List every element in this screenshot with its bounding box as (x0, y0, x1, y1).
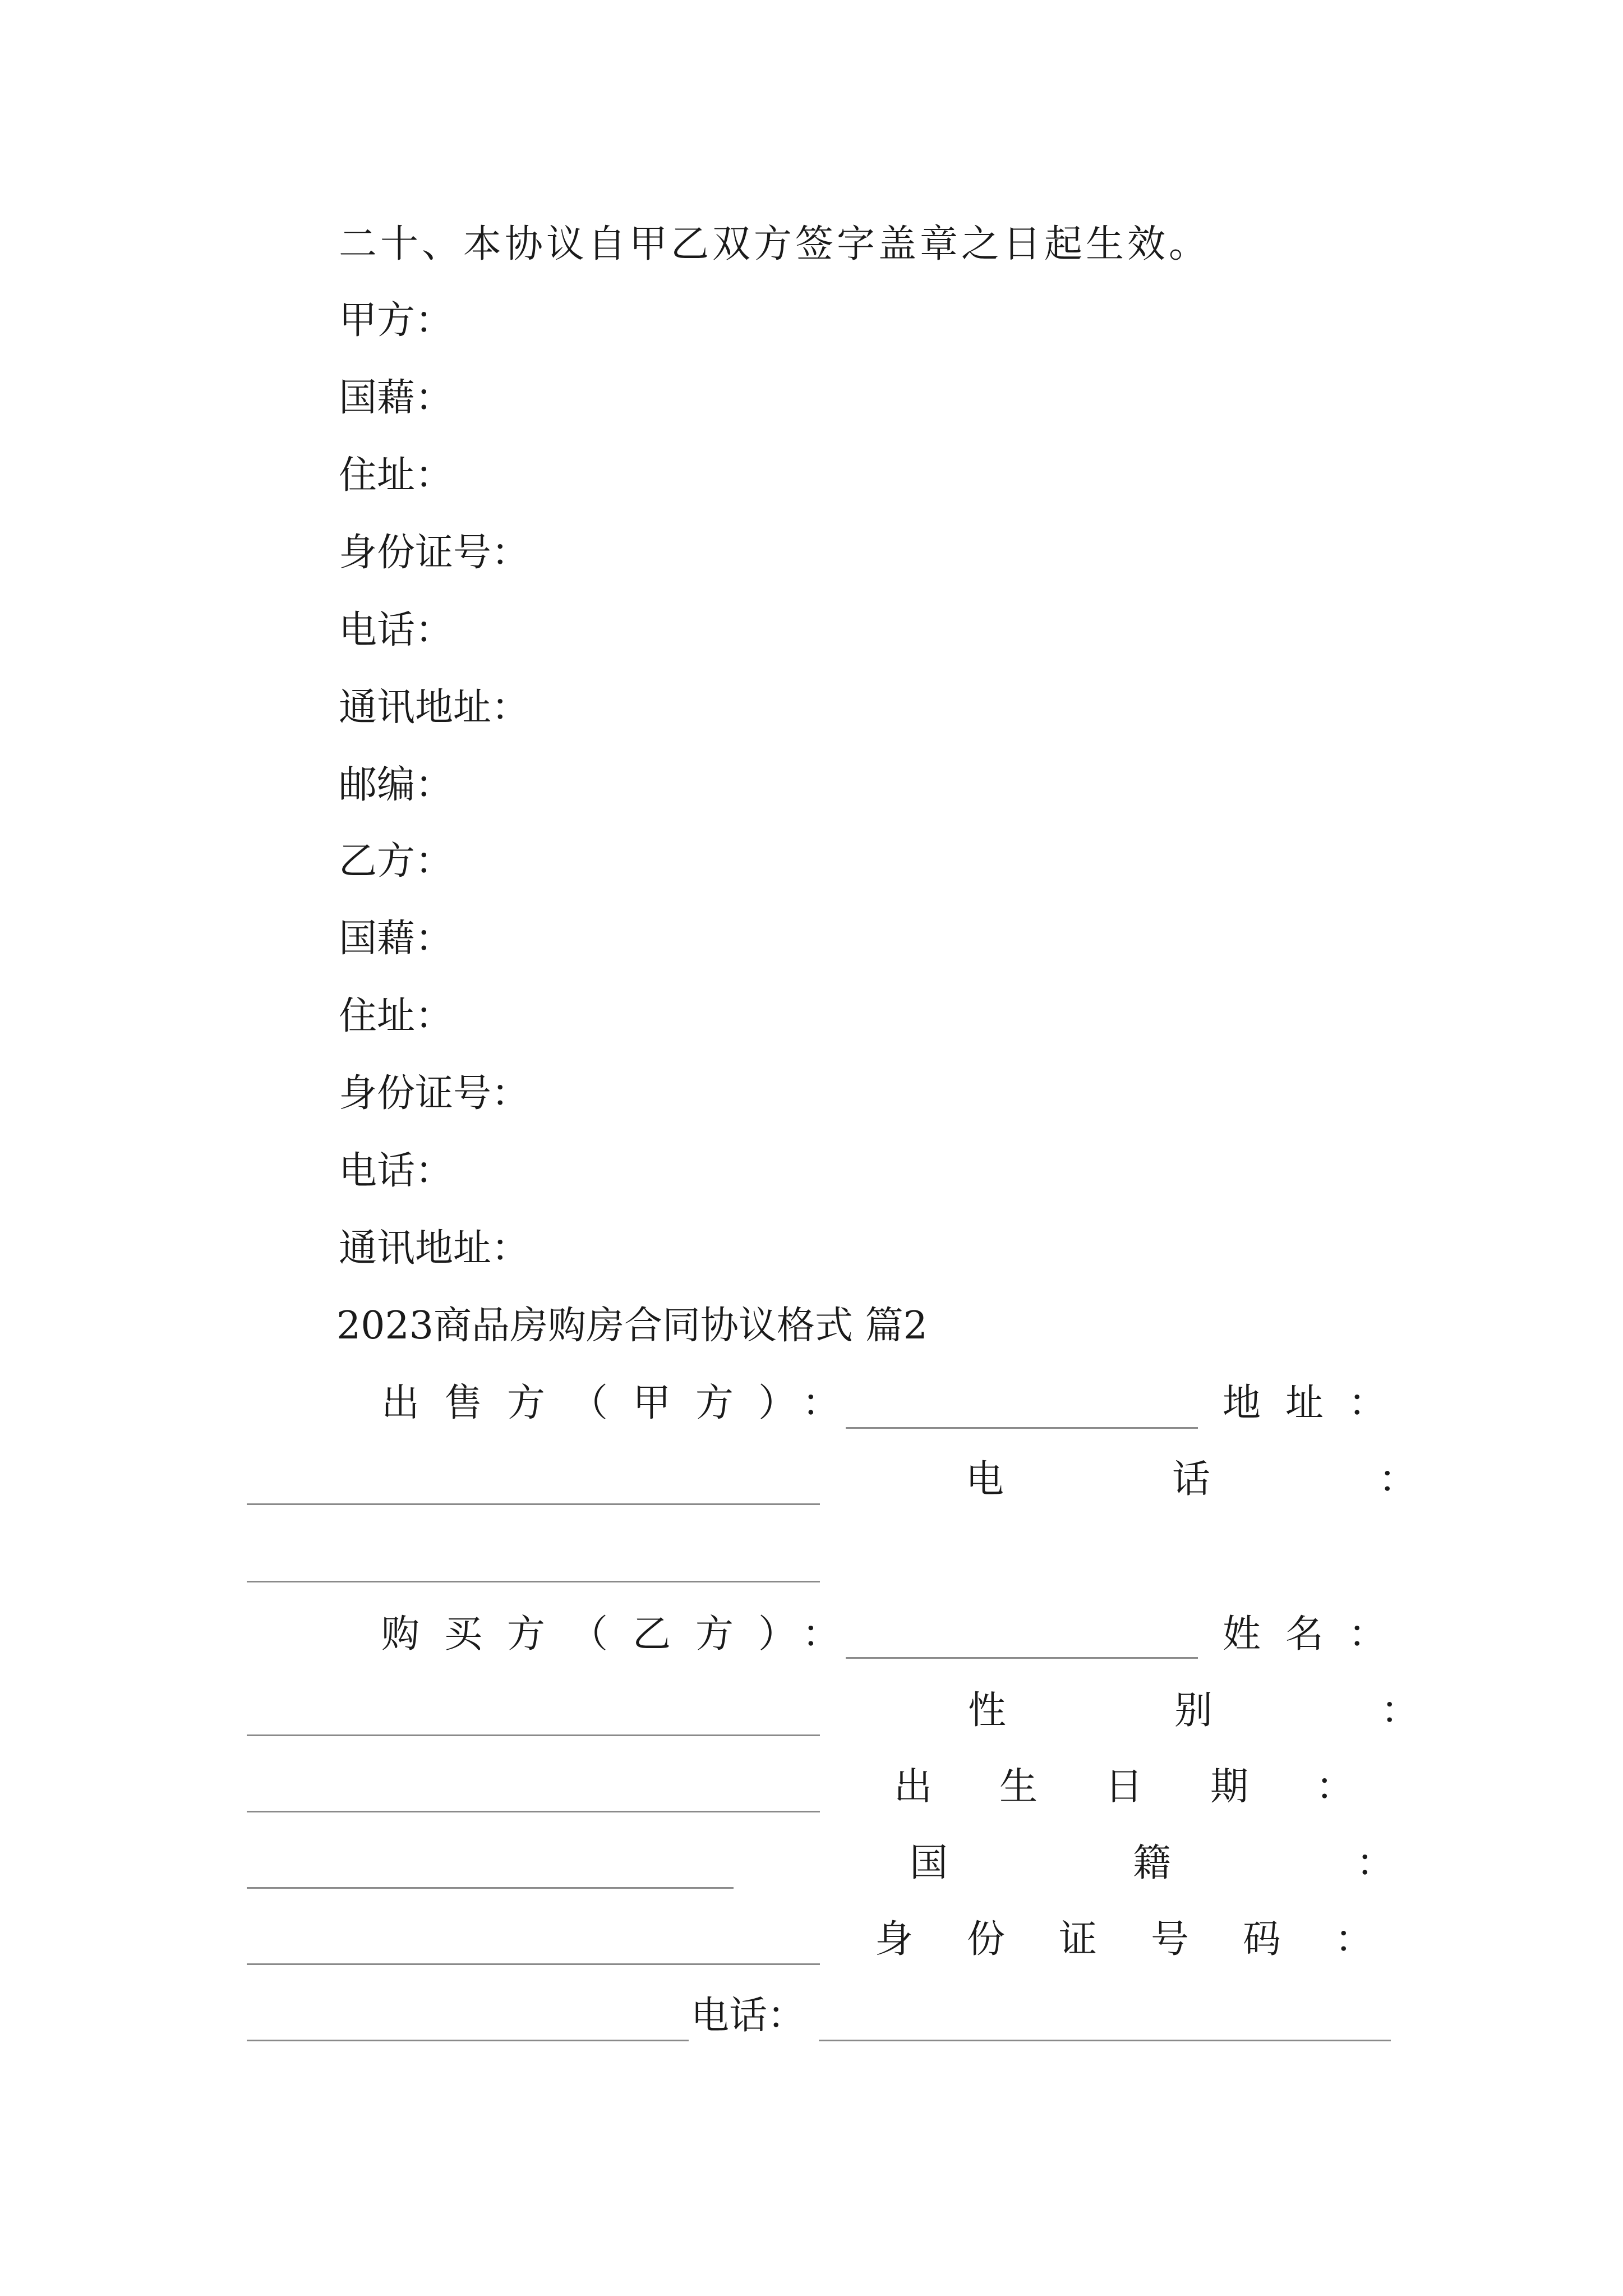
party-b-phone: 电话： (339, 1149, 454, 1193)
seller-phone-blank (247, 1581, 820, 1582)
buyer-label: 购买方（乙方）： (381, 1612, 865, 1657)
party-a-label: 甲方： (339, 298, 454, 343)
party-b-id-number: 身份证号： (339, 1071, 530, 1116)
buyer-blank (846, 1657, 1198, 1659)
party-b-label: 乙方： (339, 839, 454, 884)
buyer-birth-label: 出生日期： (894, 1765, 1422, 1809)
seller-phone-label: 电话： (966, 1457, 1585, 1502)
buyer-gender-blank (247, 1811, 820, 1812)
party-b-nationality: 国藉： (339, 917, 454, 961)
party-a-residence: 住址： (339, 453, 454, 498)
party-b-mailing-address: 通讯地址： (339, 1226, 530, 1271)
buyer-nationality-label: 国籍： (910, 1841, 1580, 1885)
buyer-phone-blank (819, 2040, 1391, 2041)
clause-20: 二十、本协议自甲乙双方签字盖章之日起生效。 (339, 222, 1211, 266)
party-a-nationality: 国藉： (339, 376, 454, 420)
seller-address-label: 地址： (1223, 1381, 1412, 1425)
seller-address-blank (247, 1503, 820, 1505)
buyer-phone-label: 电话： (691, 1994, 806, 2038)
party-a-id-number: 身份证号： (339, 531, 530, 575)
seller-blank (846, 1427, 1198, 1429)
buyer-id-label: 身份证号码： (875, 1917, 1427, 1962)
buyer-nationality-blank (247, 1963, 820, 1965)
party-a-phone: 电话： (339, 608, 454, 652)
party-a-postcode: 邮编： (339, 763, 454, 807)
party-b-residence: 住址： (339, 994, 454, 1038)
party-a-mailing-address: 通讯地址： (339, 685, 530, 730)
buyer-name-blank (247, 1734, 820, 1736)
buyer-id-blank (247, 2040, 689, 2041)
buyer-name-label: 姓名： (1223, 1612, 1412, 1657)
seller-label: 出售方（甲方）： (381, 1381, 865, 1425)
buyer-birth-blank (247, 1887, 734, 1889)
buyer-gender-label: 性别： (968, 1688, 1588, 1733)
section-heading: 2023商品房购房合同协议格式 篇2 (336, 1304, 928, 1348)
